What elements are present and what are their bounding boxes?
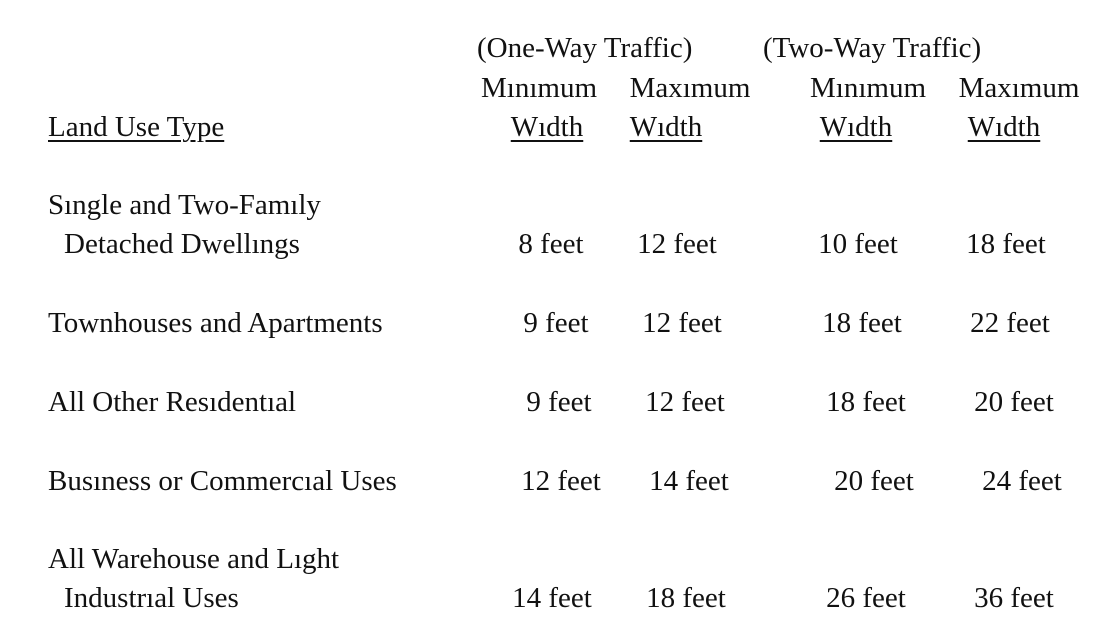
one-way-min-width-header: Wıdth <box>510 111 584 143</box>
two-way-traffic-header: (Two-Way Traffic) <box>763 32 982 64</box>
two-way-max-width-header: Wıdth <box>967 111 1041 143</box>
row-label: Busıness or Commercıal Uses <box>48 465 397 497</box>
one-way-minimum-header: Mınımum <box>480 72 598 104</box>
two-way-max-cell: 24 feet <box>982 465 1062 497</box>
two-way-min-cell: 10 feet <box>818 228 898 260</box>
row-label-continued: Industrıal Uses <box>64 582 239 614</box>
two-way-max-cell: 18 feet <box>966 228 1046 260</box>
two-way-maximum-header: Maxımum <box>958 72 1080 104</box>
one-way-min-cell: 9 feet <box>523 307 589 339</box>
row-label-continued: Detached Dwellıngs <box>64 228 300 260</box>
one-way-min-cell: 9 feet <box>526 386 592 418</box>
one-way-maximum-header: Maxımum <box>629 72 751 104</box>
two-way-max-cell: 20 feet <box>974 386 1054 418</box>
one-way-max-cell: 14 feet <box>649 465 729 497</box>
one-way-min-cell: 14 feet <box>512 582 592 614</box>
two-way-min-cell: 20 feet <box>834 465 914 497</box>
land-use-type-header: Land Use Type <box>48 111 225 143</box>
row-label: All Other Resıdentıal <box>48 386 297 418</box>
two-way-min-cell: 26 feet <box>826 582 906 614</box>
two-way-min-cell: 18 feet <box>826 386 906 418</box>
one-way-traffic-header: (One-Way Traffic) <box>477 32 693 64</box>
one-way-max-cell: 12 feet <box>642 307 722 339</box>
row-label: Townhouses and Apartments <box>48 307 383 339</box>
one-way-max-cell: 18 feet <box>646 582 726 614</box>
two-way-min-width-header: Wıdth <box>819 111 893 143</box>
one-way-min-cell: 8 feet <box>518 228 584 260</box>
two-way-max-cell: 36 feet <box>974 582 1054 614</box>
two-way-minimum-header: Mınımum <box>809 72 927 104</box>
one-way-max-width-header: Wıdth <box>629 111 703 143</box>
one-way-min-cell: 12 feet <box>521 465 601 497</box>
one-way-max-cell: 12 feet <box>645 386 725 418</box>
row-label: All Warehouse and Lıght <box>48 543 340 575</box>
two-way-max-cell: 22 feet <box>970 307 1050 339</box>
one-way-max-cell: 12 feet <box>637 228 717 260</box>
row-label: Sıngle and Two-Famıly <box>48 189 321 221</box>
two-way-min-cell: 18 feet <box>822 307 902 339</box>
